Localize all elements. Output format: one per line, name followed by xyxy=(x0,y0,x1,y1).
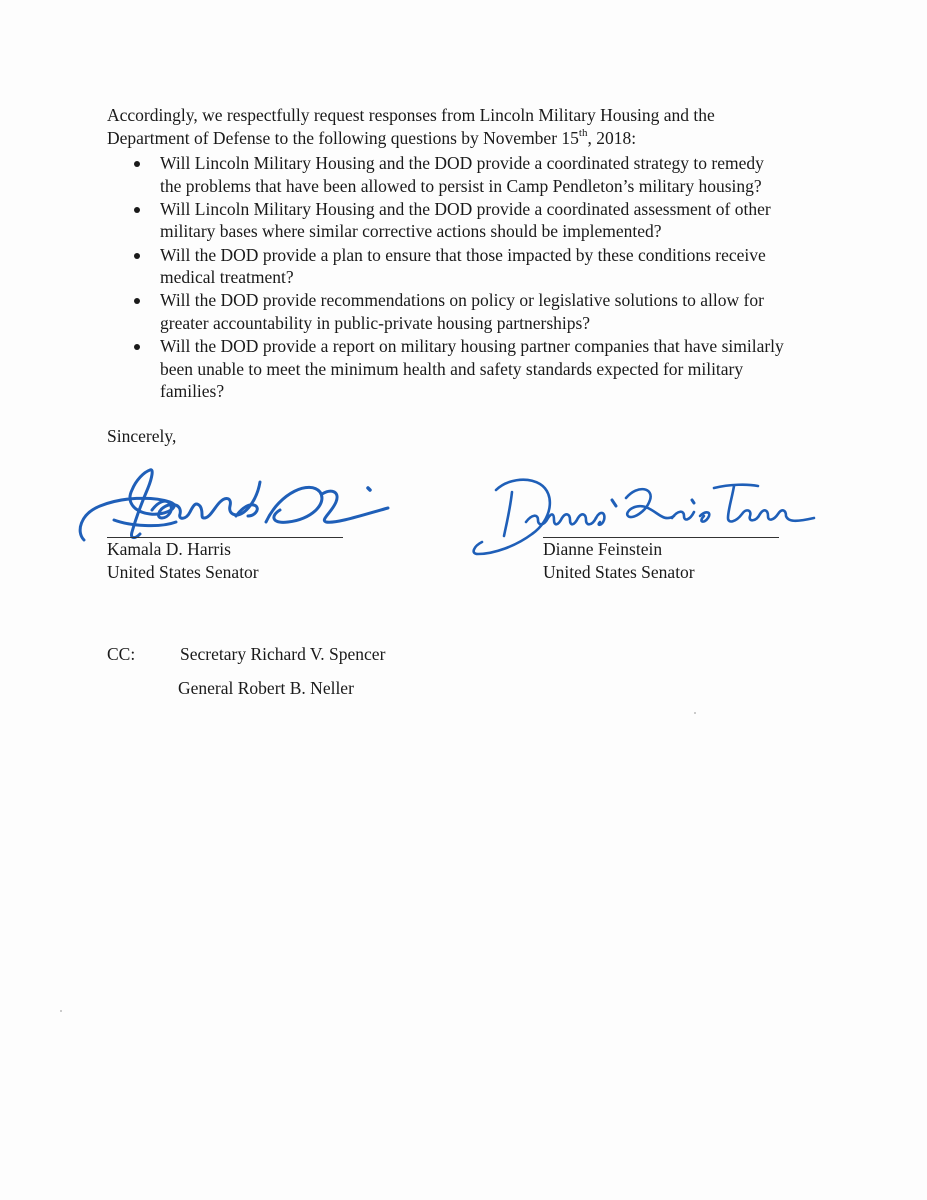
question-line: greater accountability in public-private housing partnerships? xyxy=(160,312,591,333)
question-line: Will the DOD provide a plan to ensure that those impacted by these conditions receive xyxy=(160,244,766,265)
question-line: military bases where similar corrective actions should be implemented? xyxy=(160,221,662,242)
questions-list xyxy=(107,152,847,403)
bullet-icon xyxy=(134,207,140,213)
cc-label: CC: xyxy=(107,644,136,664)
question-line: medical treatment? xyxy=(160,267,294,288)
bullet-icon xyxy=(134,161,140,167)
question-line: been unable to meet the minimum health and safety standards expected for military xyxy=(160,358,744,379)
question-line: Will the DOD provide a report on military housing partner companies that have similarly xyxy=(160,336,784,357)
scan-speck xyxy=(60,1010,62,1012)
ordinal-suffix: th xyxy=(578,126,588,139)
signatory-title: United States Senator xyxy=(543,562,695,582)
question-line: Will the DOD provide recommendations on policy or legislative solutions to allow for xyxy=(160,290,764,311)
bullet-icon xyxy=(134,344,140,350)
closing-salutation: Sincerely, xyxy=(107,426,177,446)
question-line: Will Lincoln Military Housing and the DOD provide a coordinated strategy to remedy xyxy=(160,153,764,173)
bullet-icon xyxy=(134,298,140,304)
list-item xyxy=(107,335,847,403)
bullet-icon xyxy=(134,253,140,259)
list-item xyxy=(107,198,847,243)
list-item xyxy=(107,244,847,289)
cc-recipient: General Robert B. Neller xyxy=(178,678,354,698)
list-item xyxy=(107,152,847,197)
intro-line-2-text: Department of Defense to the following questions by November 15 xyxy=(107,127,579,148)
scan-speck xyxy=(694,712,696,714)
question-line: families? xyxy=(160,381,225,402)
intro-line-2 xyxy=(107,127,847,150)
question-line: Will Lincoln Military Housing and the DOD provide a coordinated assessment of other xyxy=(160,198,771,219)
signatory-name: Dianne Feinstein xyxy=(543,539,663,559)
cc-recipient: Secretary Richard V. Spencer xyxy=(180,644,386,664)
signatory-title: United States Senator xyxy=(107,562,259,582)
intro-line-2-end: , 2018: xyxy=(587,127,637,148)
intro-paragraph xyxy=(107,104,847,149)
signatory-name: Kamala D. Harris xyxy=(107,539,231,559)
question-line: the problems that have been allowed to persist in Camp Pendleton’s military housing? xyxy=(160,175,762,196)
list-item xyxy=(107,289,847,334)
intro-line-1: Accordingly, we respectfully request responses from Lincoln Military Housing and the xyxy=(107,105,715,125)
